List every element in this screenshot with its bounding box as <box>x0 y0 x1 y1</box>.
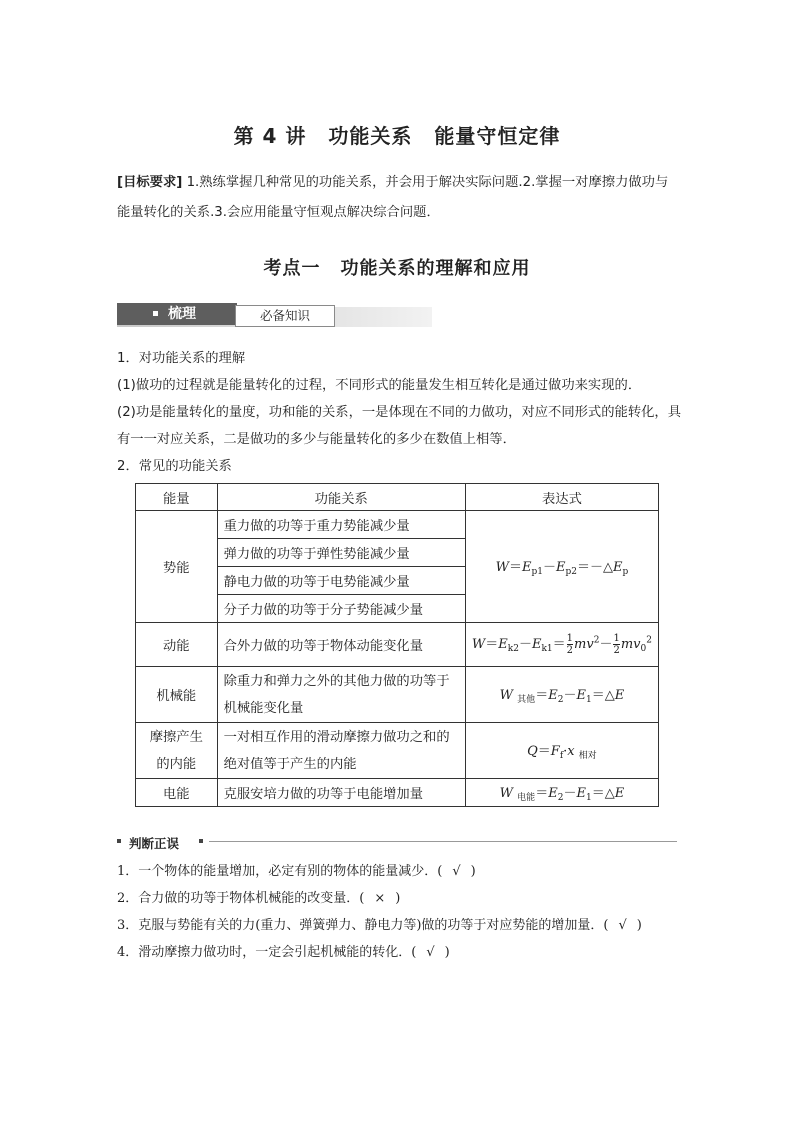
relation-cell: 合外力做的功等于物体动能变化量 <box>217 623 465 667</box>
judge-mark: × <box>374 891 386 906</box>
list-item <box>117 912 697 939</box>
banner-tab: 必备知识 <box>235 305 335 327</box>
table-row <box>136 779 659 807</box>
header-cell: 能量 <box>136 484 218 511</box>
function-energy-table <box>135 483 659 807</box>
paragraph-1: 1．对功能关系的理解 <box>117 351 246 366</box>
judge-mark: √ <box>618 918 627 933</box>
table-row <box>136 623 659 667</box>
relation-cell: 除重力和弹力之外的其他力做的功等于机械能变化量 <box>217 667 465 723</box>
goal-requirements <box>117 168 677 228</box>
relation-cell: 分子力做的功等于分子势能减少量 <box>217 595 465 623</box>
judge-statement: 2．合力做的功等于物体机械能的改变量．( <box>117 891 365 906</box>
relation-cell: 克服安培力做的功等于电能增加量 <box>217 779 465 807</box>
content-body <box>117 345 682 480</box>
judge-statement: 4．滑动摩擦力做功时，一定会引起机械能的转化．( <box>117 945 417 960</box>
section-title: 功能关系的理解和应用 <box>340 258 531 279</box>
judge-mark: √ <box>452 864 461 879</box>
formula-mechanical: W $_{其他}=E_2-E_1=\triangle E$ <box>465 667 658 723</box>
table-row <box>136 723 659 779</box>
square-bullet-icon <box>199 839 203 843</box>
title-part-2: 能量守恒定律 <box>434 124 561 148</box>
list-item <box>117 885 697 912</box>
square-bullet-icon <box>153 311 158 316</box>
energy-cell <box>136 723 218 779</box>
header-cell: 表达式 <box>465 484 658 511</box>
formula-electric: W $_{电能}=E_2-E_1=\triangle E$ <box>465 779 658 807</box>
relation-cell: 一对相互作用的滑动摩擦力做功之和的绝对值等于产生的内能 <box>217 723 465 779</box>
energy-cell: 动能 <box>136 623 218 667</box>
square-bullet-icon <box>117 839 121 843</box>
judge-statement: 1．一个物体的能量增加，必定有别的物体的能量减少．( <box>117 864 443 879</box>
fraction-half: $\frac{1}{2}$ <box>613 633 620 656</box>
table-row <box>136 667 659 723</box>
title-part-1: 功能关系 <box>328 124 413 148</box>
judge-close: ) <box>444 945 450 960</box>
lecture-title <box>0 120 794 149</box>
judge-heading-text: 判断正误 <box>129 836 180 851</box>
section-label: 考点一 <box>263 258 321 279</box>
relation-cell: 静电力做的功等于电势能减少量 <box>217 567 465 595</box>
lecture-number: 第 4 讲 <box>233 124 307 148</box>
goal-tag: [目标要求] <box>117 175 183 190</box>
paragraph-3: (2)功是能量转化的量度，功和能的关系，一是体现在不同的力做功，对应不同形式的能转化，具有一一对应关系，二是做功的多少与能量转化的多少在数值上相等． <box>117 405 682 447</box>
energy-cell-line2: 的内能 <box>156 756 197 772</box>
heading-rule <box>209 841 677 842</box>
energy-cell: 机械能 <box>136 667 218 723</box>
table-header-row <box>136 484 659 511</box>
energy-cell: 势能 <box>136 511 218 623</box>
energy-cell: 电能 <box>136 779 218 807</box>
list-item <box>117 939 697 966</box>
table-row <box>136 511 659 539</box>
judge-close: ) <box>470 864 476 879</box>
knowledge-banner <box>117 303 432 327</box>
formula-potential: $W=E_{p1}-E_{p2}=-\triangle E_p$ <box>465 511 658 623</box>
paragraph-4: 2．常见的功能关系 <box>117 459 232 474</box>
judge-heading <box>117 834 677 850</box>
paragraph-2: (1)做功的过程就是能量转化的过程，不同形式的能量发生相互转化是通过做功来实现的． <box>117 378 642 393</box>
formula-kinetic: $W=E_{k2}-E_{k1}=$ $\frac{1}{2}$ $mv^2-$ $\frac{1}{2}$ $mv_0^2$ <box>465 623 658 667</box>
formula-friction: $Q=F_f\cdot x$ $_{相对}$ <box>465 723 658 779</box>
judge-statement: 3．克服与势能有关的力(重力、弹簧弹力、静电力等)做的功等于对应势能的增加量．( <box>117 918 609 933</box>
judge-mark: √ <box>426 945 435 960</box>
energy-cell-line1: 摩擦产生 <box>149 729 203 745</box>
banner-left-label: 梳理 <box>168 306 196 322</box>
relation-cell: 弹力做的功等于弹性势能减少量 <box>217 539 465 567</box>
judge-close: ) <box>395 891 401 906</box>
list-item <box>117 858 697 885</box>
fraction-half: $\frac{1}{2}$ <box>566 633 574 656</box>
relation-cell: 重力做的功等于重力势能减少量 <box>217 511 465 539</box>
judge-close: ) <box>636 918 642 933</box>
header-cell: 功能关系 <box>217 484 465 511</box>
goal-text: 1.熟练掌握几种常见的功能关系，并会用于解决实际问题.2.掌握一对摩擦力做功与能量转化的关系.3.会应用能量守恒观点解决综合问题． <box>117 175 669 220</box>
banner-dark-block <box>117 303 237 325</box>
judge-list <box>117 858 697 966</box>
section-heading <box>0 254 794 280</box>
